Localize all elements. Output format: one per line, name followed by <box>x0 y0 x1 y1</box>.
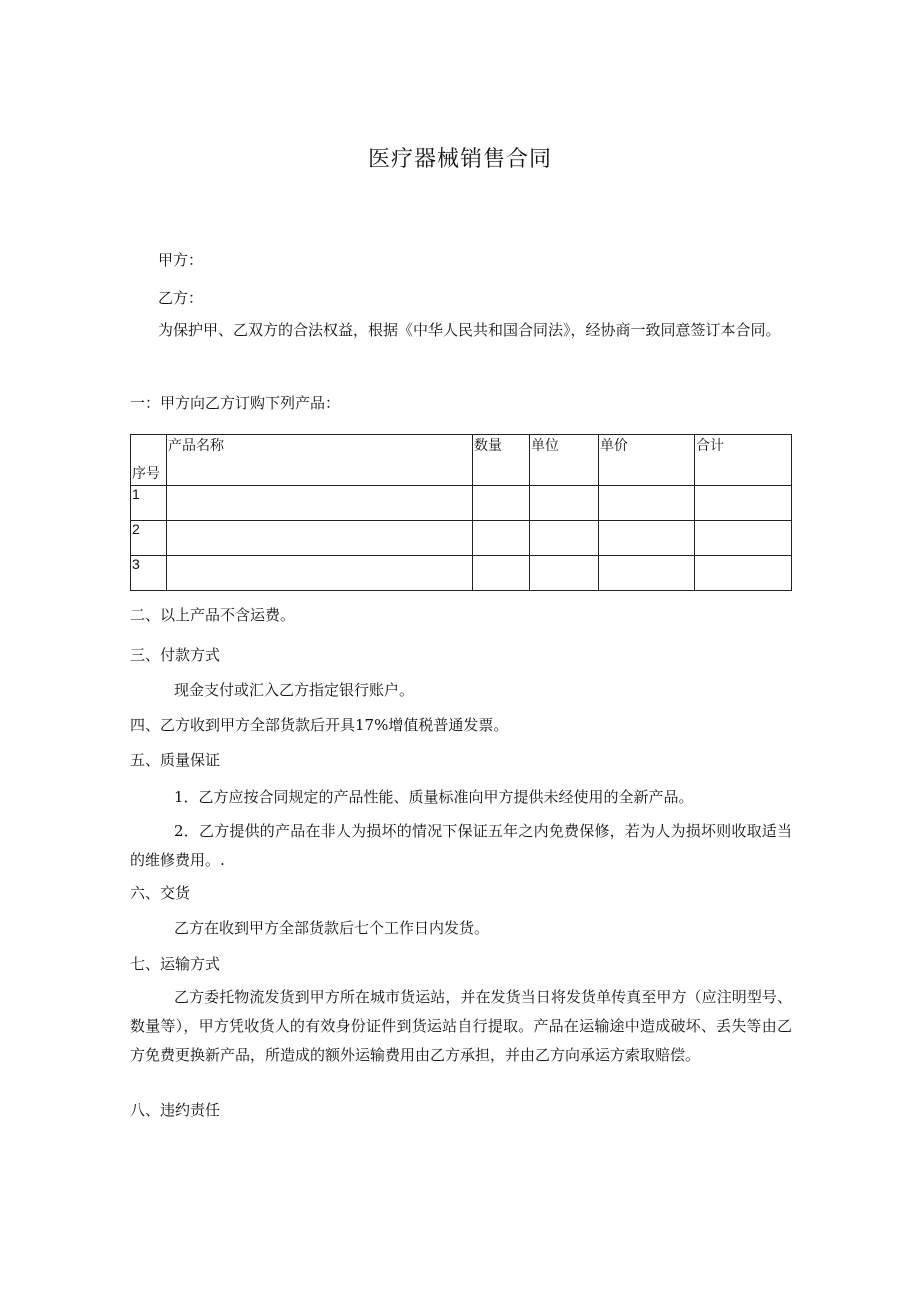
table-header-row <box>131 435 792 486</box>
section-7-heading: 七、运输方式 <box>130 955 221 973</box>
header-product-name: 产品名称 <box>167 435 473 486</box>
header-quantity: 数量 <box>473 435 530 486</box>
cell-unit <box>530 556 599 591</box>
section-2-text: 二、以上产品不含运费。 <box>130 606 296 624</box>
intro-paragraph: 为保护甲、乙双方的合法权益，根据《中华人民共和国合同法》，经协商一致同意签订本合同。 <box>158 321 781 339</box>
cell-unit <box>530 486 599 521</box>
section-5-item-2: 2．乙方提供的产品在非人为损坏的情况下保证五年之内免费保修，若为人为损坏则收取适当的维修费用。. <box>130 822 792 869</box>
product-table <box>130 434 792 591</box>
header-unit-price: 单价 <box>599 435 695 486</box>
cell-total <box>695 556 792 591</box>
section-5-heading: 五、质量保证 <box>130 751 221 769</box>
section-3-body: 现金支付或汇入乙方指定银行账户。 <box>174 681 415 699</box>
cell-seq: 1 <box>131 486 167 521</box>
cell-product-name <box>167 486 473 521</box>
section-4-text: 四、乙方收到甲方全部货款后开具17%增值税普通发票。 <box>130 716 509 734</box>
cell-total <box>695 521 792 556</box>
cell-seq: 2 <box>131 521 167 556</box>
document-title: 医疗器械销售合同 <box>367 147 552 172</box>
header-unit: 单位 <box>530 435 599 486</box>
cell-quantity <box>473 486 530 521</box>
cell-product-name <box>167 556 473 591</box>
cell-quantity <box>473 556 530 591</box>
party-a-label: 甲方： <box>158 251 204 269</box>
section-7-body: 乙方委托物流发货到甲方所在城市货运站，并在发货当日将发货单传真至甲方（应注明型号、数量等），甲方凭收货人的有效身份证件到货运站自行提取。产品在运输途中造成破坏、丢失等由乙方免费更换新产品，所造成的额外运输费用由乙方承担，并由乙方向承运方索取赔偿。 <box>130 988 792 1064</box>
cell-unit-price <box>599 486 695 521</box>
section-6-body: 乙方在收到甲方全部货款后七个工作日内发货。 <box>174 919 490 937</box>
section-3-heading: 三、付款方式 <box>130 646 221 664</box>
header-seq: 序号 <box>131 435 167 486</box>
cell-unit <box>530 521 599 556</box>
cell-product-name <box>167 521 473 556</box>
cell-total <box>695 486 792 521</box>
cell-unit-price <box>599 521 695 556</box>
section-5-item-1: 1．乙方应按合同规定的产品性能、质量标准向甲方提供未经使用的全新产品。 <box>174 788 694 806</box>
party-b-label: 乙方： <box>158 289 204 307</box>
cell-quantity <box>473 521 530 556</box>
table-row <box>131 486 792 521</box>
section-6-heading: 六、交货 <box>130 884 191 902</box>
cell-seq: 3 <box>131 556 167 591</box>
section-8-heading: 八、违约责任 <box>130 1101 221 1119</box>
section-1-heading: 一：甲方向乙方订购下列产品： <box>130 394 341 412</box>
cell-unit-price <box>599 556 695 591</box>
header-total: 合计 <box>695 435 792 486</box>
table-row <box>131 521 792 556</box>
table-row <box>131 556 792 591</box>
